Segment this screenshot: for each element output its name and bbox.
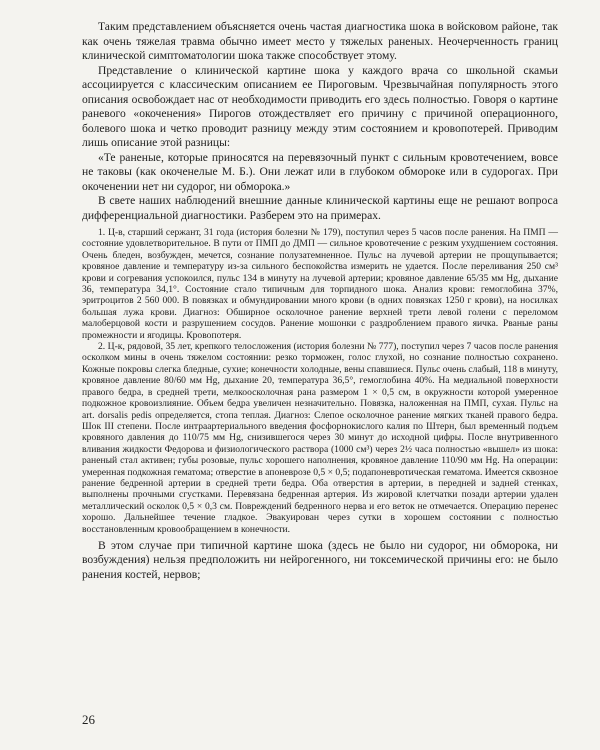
page-number: 26 [82,712,95,727]
case-report-1: 1. Ц-в, старший сержант, 31 года (история болезни № 179), поступил через 5 часов после ранения. На ПМП — состояние удовлетворительное. В пути от ПМП до ДМП — сильное кровотечение с резким ухудшением состояния. Очень бледен, возбужден, мечется, сознание полузатемненное. Пульс на лучевой артерии не прощупывается; кровяное давление и температуру из-за сильного беспокойства измерить не удается. После переливания 250 см³ крови и согревания успокоился, пульс 134 в минуту на лучевой артерии; кровяное давление 65/35 мм Hg, дыхание 36, температура 34,1°. Состояние стало типичным для торпидного шока. Анализ крови: гемоглобина 37%, эритроцитов 2 560 000. В повязках и обмундировании много крови (в одних повязках 1250 г крови), на носилках большая лужа крови. Диагноз: Обширное осколочное ранение верхней трети левой голени с переломом малоберцовой кости и разрушением сосудов. Ранение мошонки с раздроблением правого яичка. Рваные раны промежности и ягодицы. Кровопотеря. [82,227,558,341]
paragraph-observations: В свете наших наблюдений внешние данные клинической картины еще не решают вопроса дифференциальной диагностики. Разберем это на примерах. [82,194,558,222]
paragraph-closing: В этом случае при типичной картине шока (здесь не было ни судорог, ни обморока, ни возбуждения) нельзя предположить ни нейрогенного, ни токсемической причины его: не было ранения костей, нервов; [82,538,558,581]
paragraph-pirogov-quote: «Те раненые, которые приносятся на перевязочный пункт с сильным кровотечением, вовсе не таковы (как окоченелые М. Б.). Они лежат или в глубоком обмороке или в судорогах. При окоченении нет ни судорог, ни обморока.» [82,150,558,193]
case-report-2: 2. Ц-к, рядовой, 35 лет, крепкого телосложения (история болезни № 777), поступил через 7 часов после ранения осколком мины в очень тяжелом состоянии: резко торможен, голос глухой, но сознание полностью сохранено. Кожные покровы слегка бледные, сухие; конечности холодные, вены спавшиеся. Пульс очень слабый, 118 в минуту, кровяное давление 80/60 мм Hg, дыхание 20, температура 36,5°, гемоглобина 40%. На медиальной поверхности правого бедра, в средней трети, мелкоосколочная рана размером 1 × 0,5 см, в окружности которой умеренное подкожное кровоизлияние. Объем бедра увеличен незначительно. Повязка, наложенная на ПМП, сухая. Пульс на art. dorsalis pedis определяется, стопа теплая. Диагноз: Слепое осколочное ранение мягких тканей правого бедра. Шок III степени. После интраартериального введения фосфорнокислого калия по Штерн, был временный подъем кровяного давления до 110/75 мм Hg, снизившегося через 30 минут до исходной цифры. После внутривенного вливания жидкости Федорова и физиологического раствора (1000 см³) через 2½ часа полностью «вышел» из шока: раненый стал активен; губы розовые, пульс хорошего наполнения, кровяное давление 110/90 мм Hg. На операции: умеренная подкожная гематома; отверстие в апоневрозе 0,5 × 0,5; подапоневротическая гематома. Имеется сквозное ранение бедренной артерии в средней трети бедра. Оба отверстия в артерии, в передней и задней стенках, выполнены прочными сгустками. Перевязана бедренная артерия. Из жировой клетчатки позади артерии удален металлический осколок 0,5 × 0,3 см. Повреждений бедренного нерва и его веток не отмечается. Операцию перенес хорошо. Дальнейшее течение гладкое. Эвакуирован через сутки в хорошем состоянии с полностью восстановленным кровообращением в конечности. [82,341,558,535]
paragraph-shock-diagnosis: Таким представлением объясняется очень частая диагностика шока в войсковом районе, так как очень тяжелая травма обычно имеет место у тяжелых раненых. Неочерченность границ клинической симптоматологии шока также способствует этому. [82,20,558,62]
paragraph-pirogov-description: Представление о клинической картине шока у каждого врача со школьной скамьи ассоциируется с классическим описанием ее Пироговым. Чрезвычайная популярность этого описания освобождает нас от необходимости приводить его здесь полностью. Говоря о картине раневого «окоченения» Пирогов отождествляет его причину с причиной операционного, болевого шока и четко проводит разницу между этим состоянием и кровопотерей. Приводим лишь описание этой разницы: [82,63,558,149]
